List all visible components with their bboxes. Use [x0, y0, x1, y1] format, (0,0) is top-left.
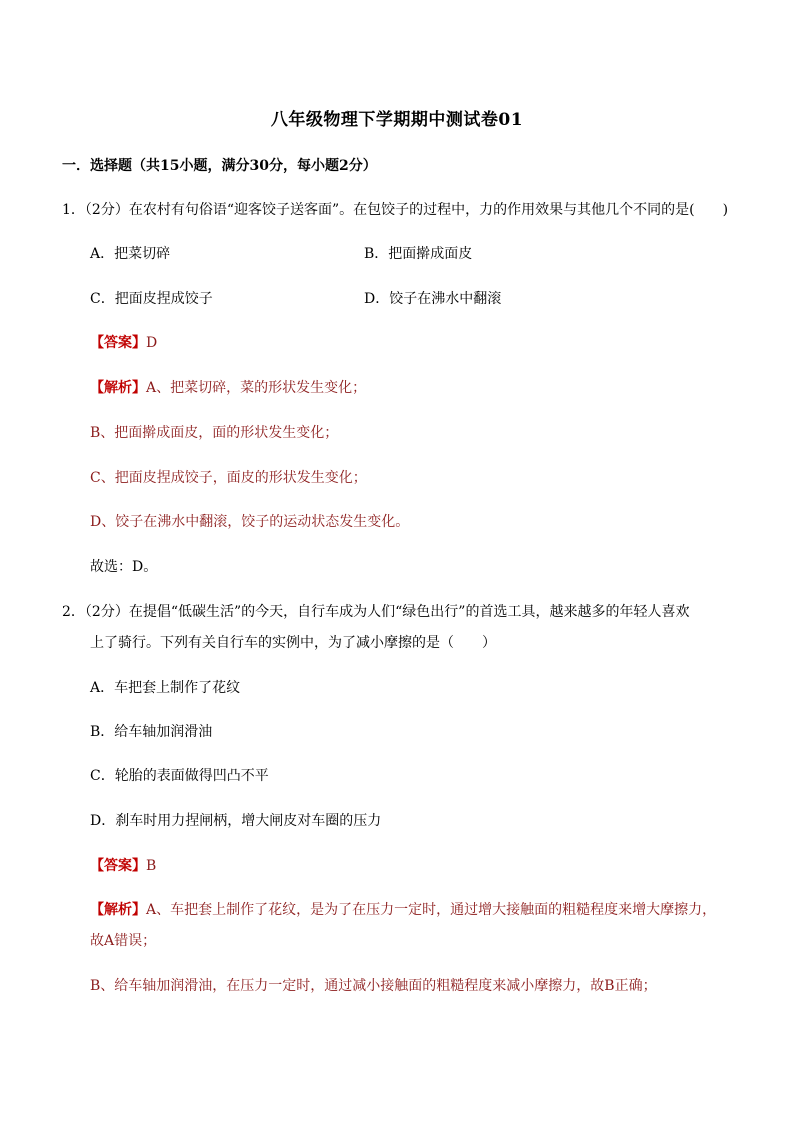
question-1-option-a: A．把菜切碎 — [90, 246, 171, 262]
answer-label: 【答案】 — [90, 335, 146, 351]
question-1-answer — [90, 333, 157, 353]
answer-value: B — [146, 858, 157, 874]
question-1-conclusion: 故选：D。 — [90, 559, 158, 575]
question-1-stem: 1．（2分）在农村有句俗语“迎客饺子送客面”。在包饺子的过程中，力的作用效果与其他几个不同的是( ) — [62, 202, 729, 218]
analysis-text: A、车把套上制作了花纹，是为了在压力一定时，通过增大接触面的粗糙程度来增大摩擦力， — [146, 902, 717, 918]
question-2-answer — [90, 856, 156, 876]
question-2-option-b: B．给车轴加润滑油 — [90, 724, 213, 740]
document-title: 八年级物理下学期期中测试卷01 — [270, 110, 524, 130]
question-1-analysis-a — [90, 378, 366, 398]
question-2-analysis-line-3: B、给车轴加润滑油，在压力一定时，通过减小接触面的粗糙程度来减小摩擦力，故B正确； — [90, 978, 657, 994]
analysis-text: A、把菜切碎，菜的形状发生变化； — [146, 380, 367, 396]
question-1-analysis-c: C、把面皮捏成饺子，面皮的形状发生变化； — [90, 470, 367, 486]
analysis-label: 【解析】 — [90, 902, 146, 918]
answer-value: D — [146, 335, 158, 351]
question-1-analysis-d: D、饺子在沸水中翻滚，饺子的运动状态发生变化。 — [90, 514, 410, 530]
question-2-stem-line-2: 上了骑行。下列有关自行车的实例中，为了减小摩擦的是（ ） — [90, 635, 496, 651]
question-2-option-d: D．刹车时用力捏闸柄，增大闸皮对车圈的压力 — [90, 813, 382, 829]
question-2-option-c: C．轮胎的表面做得凹凸不平 — [90, 768, 269, 784]
section-heading: 一．选择题（共15小题，满分30分，每小题2分） — [62, 158, 377, 174]
question-1-option-b: B．把面擀成面皮 — [364, 246, 473, 262]
question-2-stem-line-1: 2．（2分）在提倡“低碳生活”的今天，自行车成为人们“绿色出行”的首选工具，越来越多的年轻人喜欢 — [62, 604, 690, 620]
answer-label: 【答案】 — [90, 858, 146, 874]
question-2-option-a: A．车把套上制作了花纹 — [90, 680, 241, 696]
analysis-label: 【解析】 — [90, 380, 146, 396]
question-1-option-c: C．把面皮捏成饺子 — [90, 291, 213, 307]
question-1-option-d: D．饺子在沸水中翻滚 — [364, 291, 502, 307]
question-1-analysis-b: B、把面擀成面皮，面的形状发生变化； — [90, 425, 339, 441]
question-2-analysis-line-2: 故A错误； — [90, 933, 157, 949]
question-2-analysis-line-1 — [90, 900, 716, 920]
